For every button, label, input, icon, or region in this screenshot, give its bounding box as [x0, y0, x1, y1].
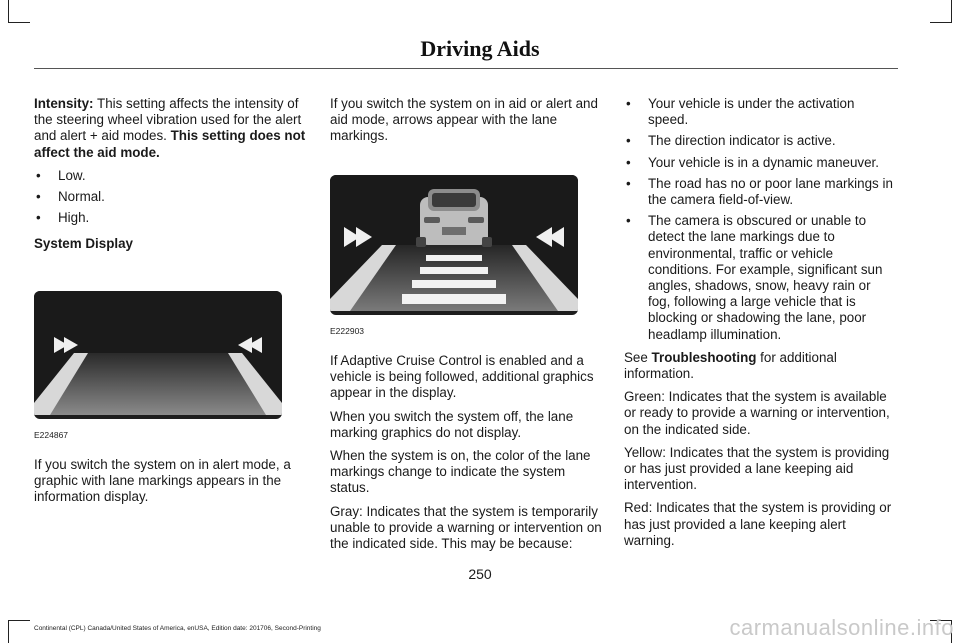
list-item: • The direction indicator is active.: [624, 133, 896, 149]
troubleshooting-link[interactable]: Troubleshooting: [651, 349, 757, 365]
aid-display-figure: [330, 175, 582, 339]
right-column: [624, 96, 896, 556]
crop-mark: [8, 621, 9, 643]
vehicle-lane-graphic: [330, 175, 578, 311]
list-item: • Your vehicle is under the activation speed.: [624, 96, 896, 128]
intensity-levels: [34, 168, 306, 227]
list-item: • High.: [34, 210, 306, 226]
footer-edition: Continental (CPL) Canada/United States of America, enUSA, Edition date: 201706, Second-Printing: [34, 625, 321, 632]
crop-mark: [930, 22, 952, 23]
lane-display-screen: [34, 291, 282, 419]
yellow-paragraph: Yellow: Indicates that the system is providing or has just provided a lane keeping aid intervention.: [624, 444, 890, 493]
acc-paragraph: If Adaptive Cruise Control is enabled and a vehicle is being followed, additional graphics appear in the display.: [330, 353, 594, 401]
watermark: carmanualsonline.info: [729, 615, 954, 640]
lane-display-figure: [34, 291, 286, 443]
intensity-label: Intensity:: [34, 96, 94, 111]
vehicle-icon: [416, 189, 492, 247]
unavailable-reasons: [624, 96, 896, 343]
see-paragraph: See Troubleshooting for additional information.: [624, 349, 837, 382]
left-column: [34, 96, 306, 513]
off-paragraph: When you switch the system off, the lane marking graphics do not display.: [330, 408, 574, 440]
aid-display-screen: [330, 175, 578, 315]
aid-mode-paragraph: If you switch the system on in aid or alert and aid mode, arrows appear with the lane markings.: [330, 96, 598, 144]
list-item: • Low.: [34, 168, 306, 184]
list-item: • Normal.: [34, 189, 306, 205]
gray-paragraph: Gray: Indicates that the system is temporarily unable to provide a warning or intervention on the indicated side. This may be because:: [330, 503, 602, 552]
page-title: Driving Aids: [420, 36, 540, 61]
alert-mode-paragraph: If you switch the system on in alert mode, a graphic with lane markings appears in the information display.: [34, 457, 291, 505]
list-item: • The road has no or poor lane markings in the camera field-of-view.: [624, 176, 896, 208]
crop-mark: [8, 22, 30, 23]
figure-code: E224867: [34, 429, 69, 440]
intensity-note: This setting does not affect the aid mode.: [34, 128, 306, 160]
crop-mark: [8, 0, 9, 22]
red-paragraph: Red: Indicates that the system is providing or has just provided a lane keeping alert warning.: [624, 500, 892, 548]
on-paragraph: When the system is on, the color of the lane markings change to indicate the system status.: [330, 448, 591, 496]
list-item: • The camera is obscured or unable to detect the lane markings due to environmental, traffic or vehicle conditions. For example, significant sun angles, shadows, snow, heavy rain or fog, following a large vehicle that is blocking or shadowing the lane, poor headlamp illumination.: [624, 213, 896, 343]
lane-markings-graphic: [34, 291, 282, 415]
figure-code: E222903: [330, 325, 365, 336]
intensity-paragraph: [34, 96, 306, 161]
crop-mark: [951, 0, 952, 22]
middle-column: [330, 96, 602, 559]
page-number: 250: [468, 566, 492, 582]
system-display-heading: System Display: [34, 236, 133, 252]
list-item: • Your vehicle is in a dynamic maneuver.: [624, 155, 896, 171]
header-rule: [34, 68, 898, 69]
green-paragraph: Green: Indicates that the system is available or ready to provide a warning or intervention, on the indicated side.: [624, 389, 890, 437]
intensity-text: This setting affects the intensity of the steering wheel vibration used for the alert and alert + aid modes.: [34, 96, 302, 144]
crop-mark: [8, 620, 30, 621]
